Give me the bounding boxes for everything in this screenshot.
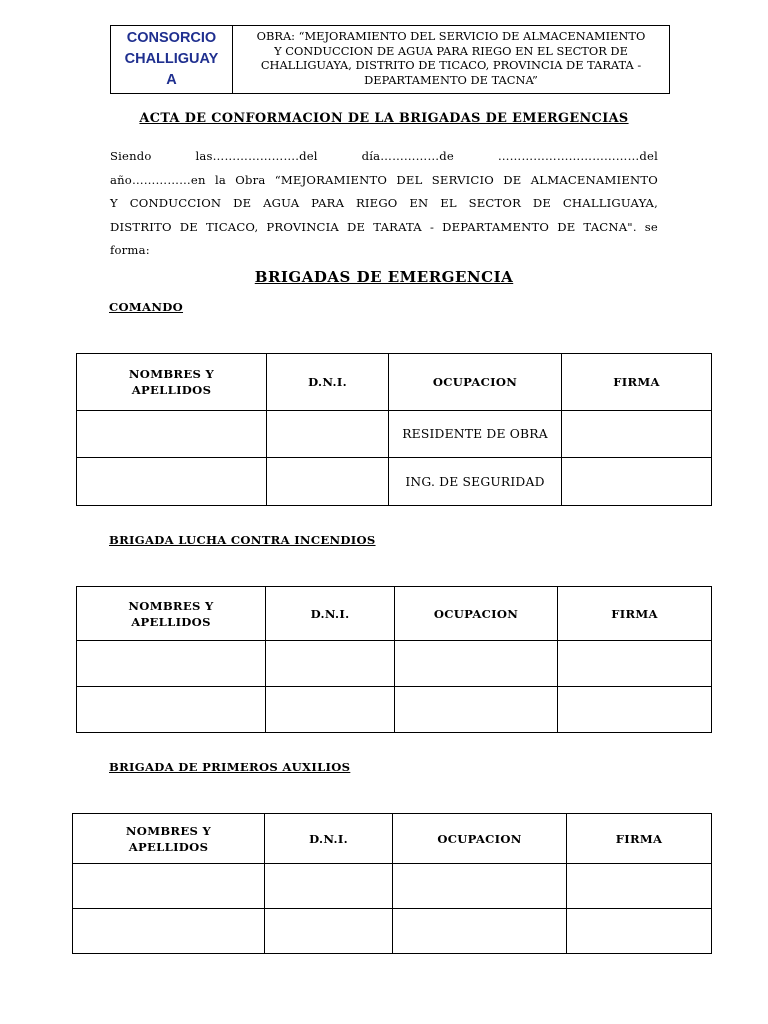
document-title: ACTA DE CONFORMACION DE LA BRIGADAS DE EMERGENCIAS: [139, 111, 629, 126]
occupation-cell: ING. DE SEGURIDAD: [389, 458, 562, 506]
column-header-names: NOMBRES Y APELLIDOS: [77, 587, 266, 641]
project-name-line: Y CONDUCCION DE AGUA PARA RIEGO EN EL SECTOR DE: [274, 43, 628, 58]
intro-line: DISTRITO DE TICACO, PROVINCIA DE TARATA - DEPARTAMENTO DE TACNA". se: [110, 219, 658, 234]
dni-cell[interactable]: [265, 909, 393, 954]
dni-cell[interactable]: [266, 641, 395, 687]
dni-cell[interactable]: [266, 687, 395, 733]
name-cell[interactable]: [77, 458, 267, 506]
document-header: [110, 25, 670, 94]
table-row: [77, 458, 712, 506]
project-name: [233, 26, 669, 93]
table-row: [77, 641, 712, 687]
occupation-cell: RESIDENTE DE OBRA: [389, 411, 562, 458]
intro-word: las………………….del: [195, 149, 318, 163]
brigade-table-incendios: [76, 586, 712, 733]
name-cell[interactable]: [77, 411, 267, 458]
column-header-occupation: OCUPACION: [389, 354, 562, 411]
table-row: [73, 909, 712, 954]
intro-line: año……………en la Obra “MEJORAMIENTO DEL SERVICIO DE ALMACENAMIENTO: [110, 172, 658, 187]
signature-cell[interactable]: [567, 909, 712, 954]
column-header-signature: FIRMA: [567, 814, 712, 864]
column-header-dni: D.N.I.: [265, 814, 393, 864]
column-header-names: NOMBRES Y APELLIDOS: [77, 354, 267, 411]
intro-line: [110, 145, 658, 169]
intro-paragraph: [110, 145, 658, 263]
dni-cell[interactable]: [265, 864, 393, 909]
name-cell[interactable]: [77, 687, 266, 733]
column-header-occupation: OCUPACION: [395, 587, 558, 641]
section-title: BRIGADAS DE EMERGENCIA: [254, 268, 514, 286]
table-header-row: [73, 814, 712, 864]
company-name: [111, 26, 233, 93]
occupation-cell[interactable]: [393, 909, 567, 954]
dni-cell[interactable]: [267, 411, 389, 458]
signature-cell[interactable]: [567, 864, 712, 909]
intro-word: día……………de: [361, 149, 454, 163]
column-header-dni: D.N.I.: [267, 354, 389, 411]
signature-cell[interactable]: [562, 458, 712, 506]
table-row: [73, 864, 712, 909]
company-name-line: CONSORCIO: [126, 30, 217, 46]
brigade-table-primeros-auxilios: [72, 813, 712, 954]
occupation-cell[interactable]: [395, 641, 558, 687]
intro-line: Y CONDUCCION DE AGUA PARA RIEGO EN EL SECTOR DE CHALLIGUAYA,: [110, 196, 658, 210]
intro-word: Siendo: [110, 149, 152, 163]
column-header-dni: D.N.I.: [266, 587, 395, 641]
project-name-line: OBRA: “MEJORAMIENTO DEL SERVICIO DE ALMACENAMIENTO: [256, 29, 646, 43]
table-header-row: [77, 587, 712, 641]
project-name-line: DEPARTAMENTO DE TACNA”: [364, 72, 538, 87]
brigade-table-comando: [76, 353, 712, 506]
name-cell[interactable]: [73, 864, 265, 909]
signature-cell[interactable]: [558, 687, 712, 733]
name-cell[interactable]: [73, 909, 265, 954]
column-header-signature: FIRMA: [558, 587, 712, 641]
column-header-names: NOMBRES Y APELLIDOS: [73, 814, 265, 864]
occupation-cell[interactable]: [395, 687, 558, 733]
column-header-occupation: OCUPACION: [393, 814, 567, 864]
brigade-title-primeros-auxilios: BRIGADA DE PRIMEROS AUXILIOS: [109, 760, 351, 774]
intro-line: forma:: [110, 243, 150, 257]
table-row: [77, 687, 712, 733]
table-header-row: [77, 354, 712, 411]
company-name-line: CHALLIGUAY: [124, 51, 219, 67]
dni-cell[interactable]: [267, 458, 389, 506]
intro-word: ………………………………del: [497, 149, 658, 163]
signature-cell[interactable]: [562, 411, 712, 458]
company-name-line: A: [166, 72, 177, 88]
column-header-signature: FIRMA: [562, 354, 712, 411]
occupation-cell[interactable]: [393, 864, 567, 909]
name-cell[interactable]: [77, 641, 266, 687]
brigade-title-incendios: BRIGADA LUCHA CONTRA INCENDIOS: [109, 533, 376, 547]
project-name-line: CHALLIGUAYA, DISTRITO DE TICACO, PROVINCIA DE TARATA -: [260, 58, 642, 73]
brigade-title-comando: COMANDO: [109, 300, 184, 314]
signature-cell[interactable]: [558, 641, 712, 687]
table-row: [77, 411, 712, 458]
